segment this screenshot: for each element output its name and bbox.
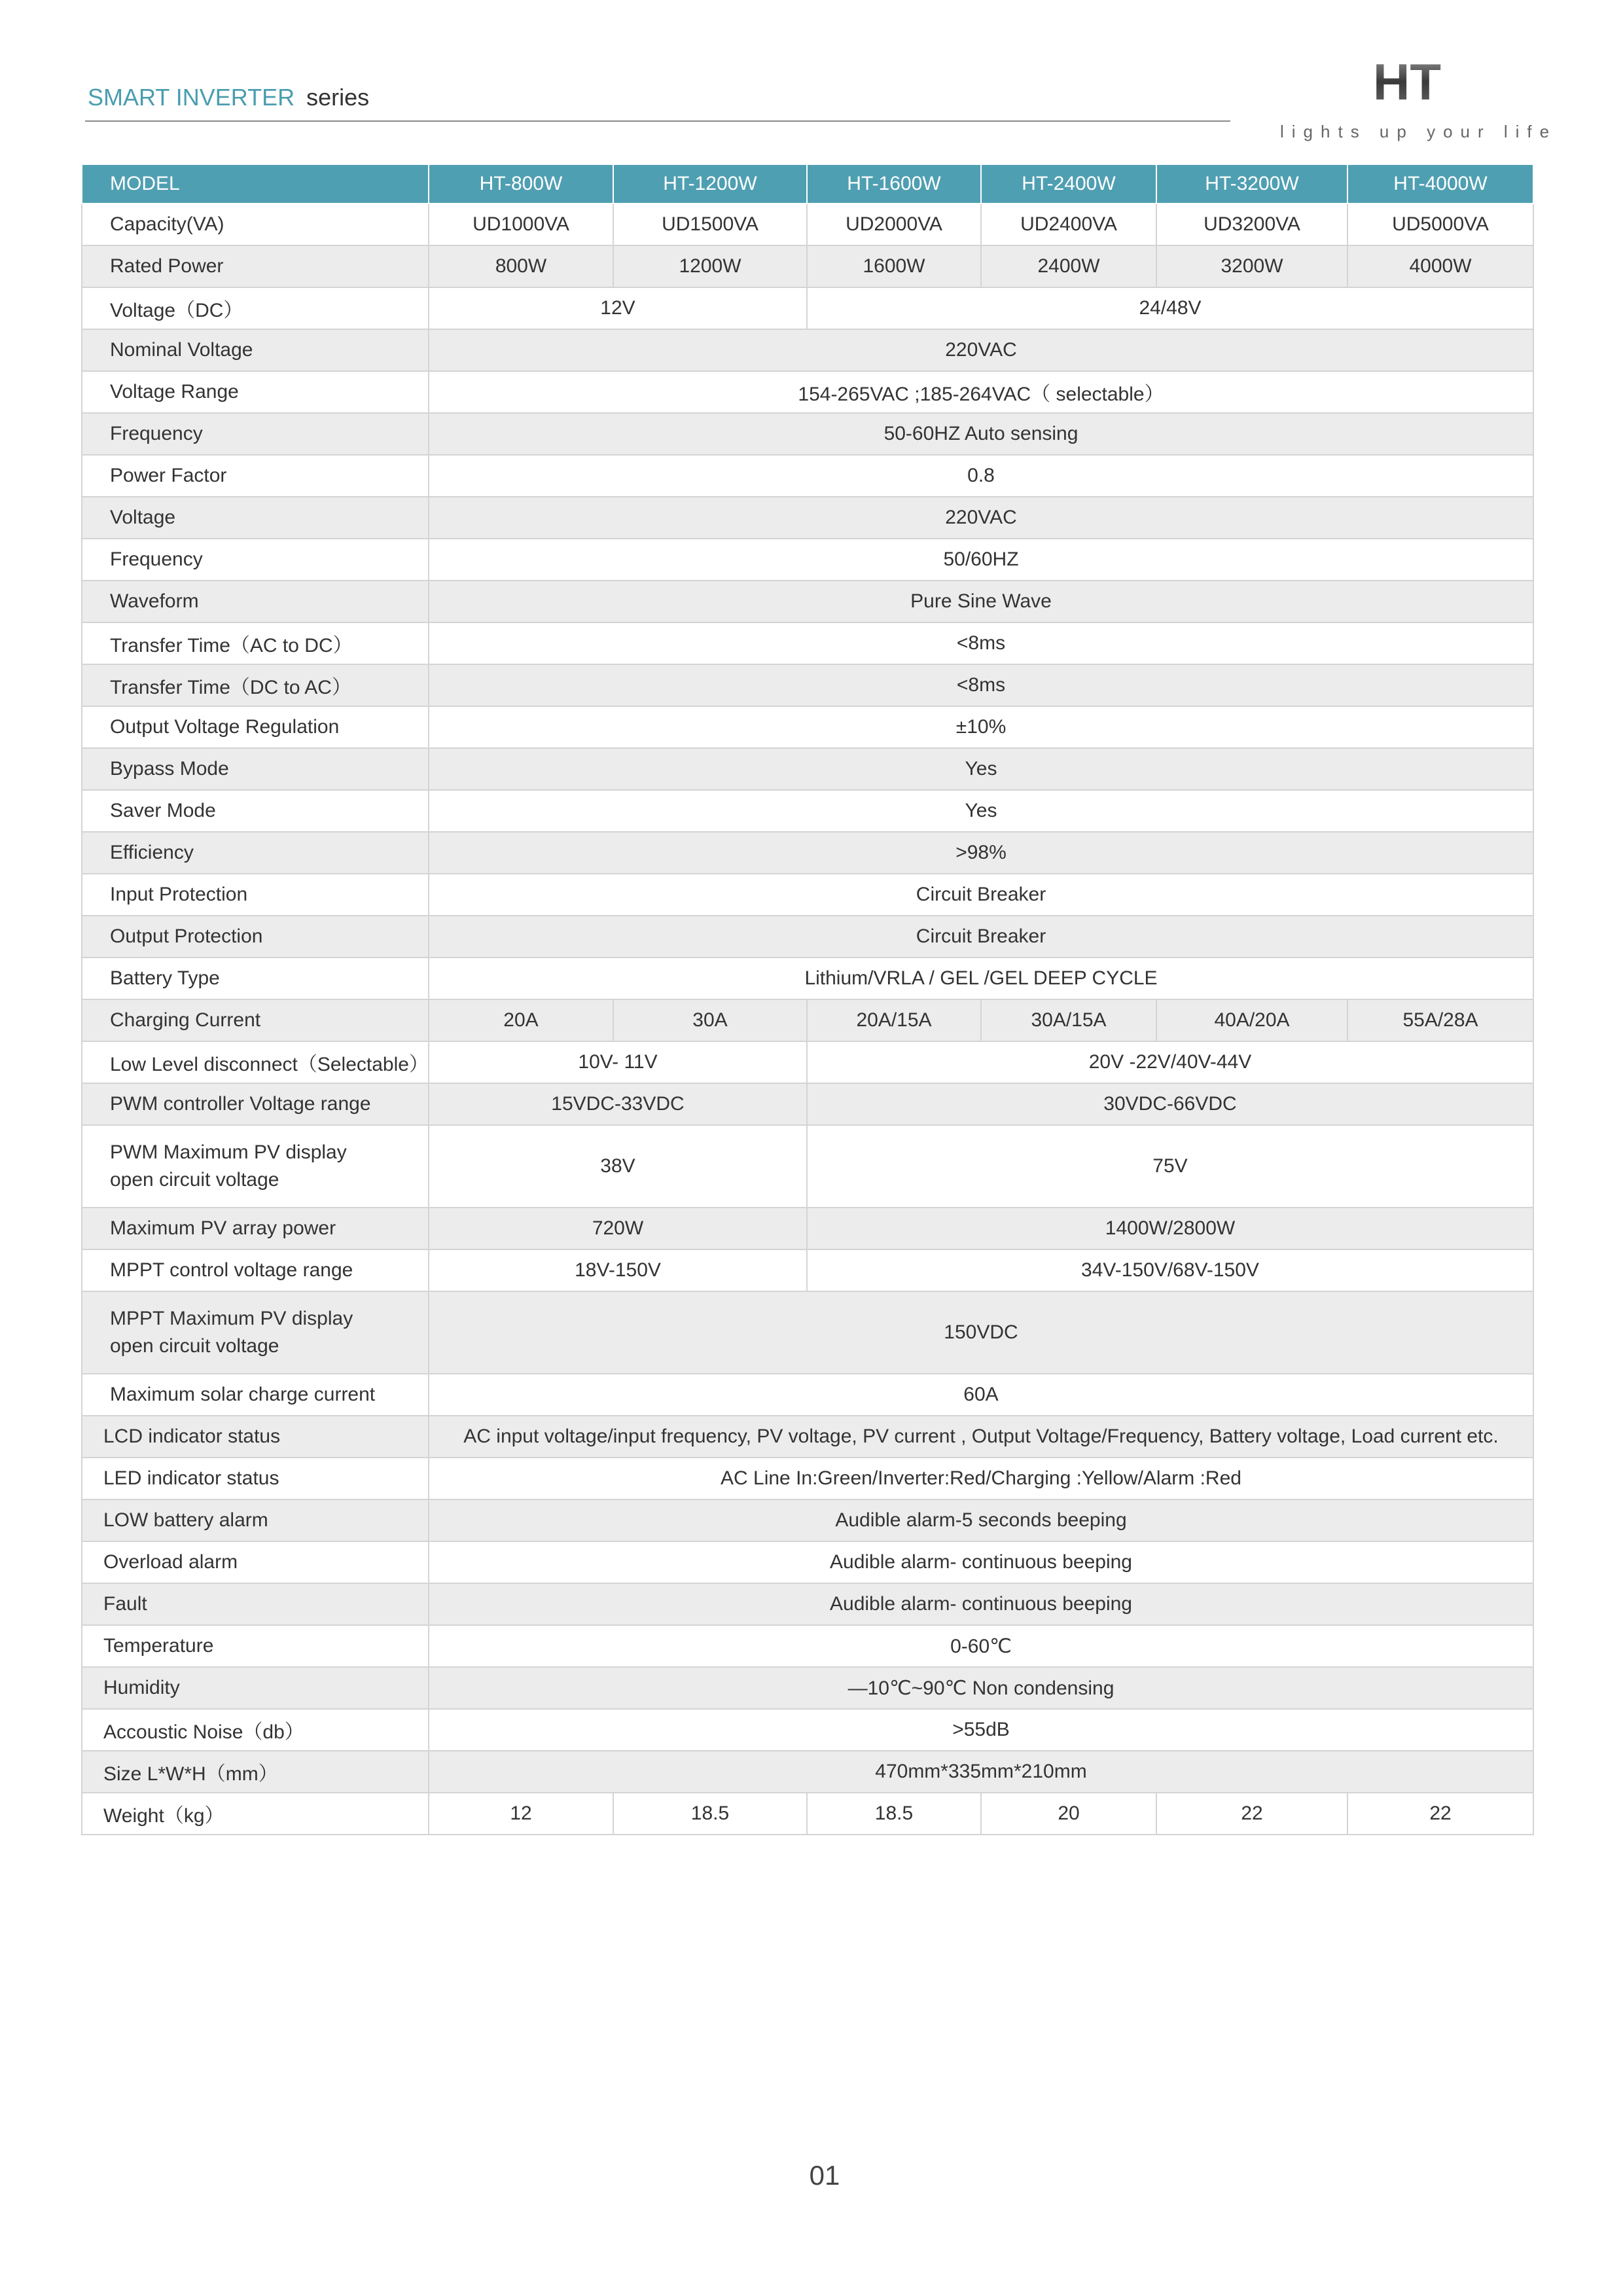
table-cell: —10℃~90℃ Non condensing [429,1667,1533,1709]
table-row [82,1625,1533,1667]
table-cell: Circuit Breaker [429,874,1533,916]
row-label: Capacity(VA) [82,204,429,245]
table-row [82,790,1533,832]
brand-logo [1361,56,1453,109]
row-label: Output Voltage Regulation [82,706,429,748]
table-cell: 800W [429,245,613,287]
table-row [82,245,1533,287]
table-row [82,1499,1533,1541]
table-cell: 18.5 [613,1793,807,1835]
table-cell: 34V-150V/68V-150V [807,1249,1533,1291]
table-cell: Yes [429,748,1533,790]
row-label: Transfer Time（DC to AC） [82,664,429,706]
table-row [82,497,1533,539]
table-cell: 18V-150V [429,1249,807,1291]
table-cell: 220VAC [429,497,1533,539]
table-cell: ±10% [429,706,1533,748]
table-cell: UD1500VA [613,204,807,245]
table-row [82,958,1533,999]
table-row [82,287,1533,329]
table-row [82,1751,1533,1793]
page-number: 01 [809,2160,840,2191]
table-row [82,1208,1533,1249]
table-cell: 0.8 [429,455,1533,497]
table-row [82,664,1533,706]
row-label-line-2: open circuit voltage [110,1169,279,1191]
row-label: MPPT control voltage range [82,1249,429,1291]
table-cell: 1600W [807,245,981,287]
table-row [82,1793,1533,1835]
spec-table [81,164,1534,1835]
table-cell: Circuit Breaker [429,916,1533,958]
table-cell: 220VAC [429,329,1533,371]
row-label: Size L*W*H（mm） [82,1751,429,1793]
table-row [82,371,1533,413]
series-title [88,84,369,111]
table-row [82,1667,1533,1709]
row-label: Fault [82,1583,429,1625]
table-cell: 30A/15A [981,999,1156,1041]
table-cell: 0-60℃ [429,1625,1533,1667]
table-cell: 150VDC [429,1291,1533,1374]
table-cell: 60A [429,1374,1533,1416]
table-row [82,1291,1533,1374]
header-divider [85,120,1230,122]
row-label: LED indicator status [82,1458,429,1499]
row-label-line-1: MPPT Maximum PV display [110,1308,353,1329]
row-label: Low Level disconnect（Selectable） [82,1041,429,1083]
table-cell: 75V [807,1125,1533,1208]
row-label: Voltage Range [82,371,429,413]
table-cell: 470mm*335mm*210mm [429,1751,1533,1793]
table-row [82,706,1533,748]
row-label: PWM controller Voltage range [82,1083,429,1125]
series-title-rest: series [306,84,370,111]
row-label: Voltage [82,497,429,539]
header-cell-model-3: HT-1600W [807,164,981,204]
table-row [82,1583,1533,1625]
table-row [82,581,1533,622]
row-label: LCD indicator status [82,1416,429,1458]
row-label-line-2: open circuit voltage [110,1335,279,1357]
row-label: Output Protection [82,916,429,958]
row-label: Input Protection [82,874,429,916]
row-label: Maximum PV array power [82,1208,429,1249]
table-cell: Audible alarm- continuous beeping [429,1583,1533,1625]
table-cell: Pure Sine Wave [429,581,1533,622]
table-cell: <8ms [429,622,1533,664]
header-cell-model-6: HT-4000W [1347,164,1533,204]
table-cell: 2400W [981,245,1156,287]
table-cell: 55A/28A [1347,999,1533,1041]
row-label: Efficiency [82,832,429,874]
table-row [82,999,1533,1041]
row-label: Humidity [82,1667,429,1709]
table-row [82,1374,1533,1416]
row-label: Voltage（DC） [82,287,429,329]
row-label: Charging Current [82,999,429,1041]
table-row [82,455,1533,497]
row-label: Overload alarm [82,1541,429,1583]
table-cell: 50/60HZ [429,539,1533,581]
table-cell: UD5000VA [1347,204,1533,245]
table-row [82,539,1533,581]
table-cell: 15VDC-33VDC [429,1083,807,1125]
row-label: Transfer Time（AC to DC） [82,622,429,664]
table-row [82,916,1533,958]
table-cell: 38V [429,1125,807,1208]
row-label: LOW battery alarm [82,1499,429,1541]
table-row [82,1249,1533,1291]
table-cell: 154-265VAC ;185-264VAC（ selectable） [429,371,1533,413]
table-cell: UD2400VA [981,204,1156,245]
row-label: Bypass Mode [82,748,429,790]
table-cell: 18.5 [807,1793,981,1835]
header-cell-model-4: HT-2400W [981,164,1156,204]
header-cell-model-5: HT-3200W [1156,164,1347,204]
table-row [82,1709,1533,1751]
table-cell: >55dB [429,1709,1533,1751]
table-row [82,329,1533,371]
table-cell: 720W [429,1208,807,1249]
table-row [82,1416,1533,1458]
row-label: Weight（kg） [82,1793,429,1835]
row-label: Saver Mode [82,790,429,832]
series-title-accent: SMART INVERTER [88,84,295,111]
table-cell: 20V -22V/40V-44V [807,1041,1533,1083]
table-cell: Audible alarm- continuous beeping [429,1541,1533,1583]
table-cell: 1400W/2800W [807,1208,1533,1249]
table-cell: 10V- 11V [429,1041,807,1083]
table-row [82,204,1533,245]
row-label [82,1125,429,1208]
table-cell: 12 [429,1793,613,1835]
table-cell: 12V [429,287,807,329]
row-label: Maximum solar charge current [82,1374,429,1416]
table-cell: AC input voltage/input frequency, PV voltage, PV current , Output Voltage/Frequency, Battery voltage, Load current etc. [429,1416,1533,1458]
row-label: Accoustic Noise（db） [82,1709,429,1751]
row-label: Waveform [82,581,429,622]
row-label: Frequency [82,413,429,455]
brand-tagline: lights up your life [1280,122,1558,141]
table-cell: >98% [429,832,1533,874]
row-label: Rated Power [82,245,429,287]
header-cell-model: MODEL [82,164,429,204]
logo-text: HT [1373,56,1441,109]
table-cell: Yes [429,790,1533,832]
table-cell: AC Line In:Green/Inverter:Red/Charging :Yellow/Alarm :Red [429,1458,1533,1499]
table-row [82,1083,1533,1125]
table-row [82,1541,1533,1583]
table-row [82,1041,1533,1083]
table-cell: Lithium/VRLA / GEL /GEL DEEP CYCLE [429,958,1533,999]
row-label: Frequency [82,539,429,581]
table-cell: 20A/15A [807,999,981,1041]
table-header-row [82,164,1533,204]
table-cell: 20A [429,999,613,1041]
table-cell: 22 [1156,1793,1347,1835]
row-label: Battery Type [82,958,429,999]
row-label: Nominal Voltage [82,329,429,371]
table-row [82,413,1533,455]
table-cell: 1200W [613,245,807,287]
row-label-line-1: PWM Maximum PV display [110,1141,347,1163]
table-cell: 24/48V [807,287,1533,329]
table-row [82,832,1533,874]
header-cell-model-1: HT-800W [429,164,613,204]
table-cell: UD3200VA [1156,204,1347,245]
table-cell: Audible alarm-5 seconds beeping [429,1499,1533,1541]
table-cell: 30VDC-66VDC [807,1083,1533,1125]
table-row [82,874,1533,916]
table-cell: 4000W [1347,245,1533,287]
table-cell: 3200W [1156,245,1347,287]
table-cell: <8ms [429,664,1533,706]
table-row [82,1125,1533,1208]
table-cell: UD1000VA [429,204,613,245]
table-cell: 30A [613,999,807,1041]
table-cell: 22 [1347,1793,1533,1835]
table-cell: UD2000VA [807,204,981,245]
table-row [82,622,1533,664]
row-label: Temperature [82,1625,429,1667]
table-cell: 40A/20A [1156,999,1347,1041]
table-row [82,748,1533,790]
table-cell: 50-60HZ Auto sensing [429,413,1533,455]
header-cell-model-2: HT-1200W [613,164,807,204]
row-label: Power Factor [82,455,429,497]
row-label [82,1291,429,1374]
table-cell: 20 [981,1793,1156,1835]
ht-logo-icon [1361,56,1453,109]
table-row [82,1458,1533,1499]
